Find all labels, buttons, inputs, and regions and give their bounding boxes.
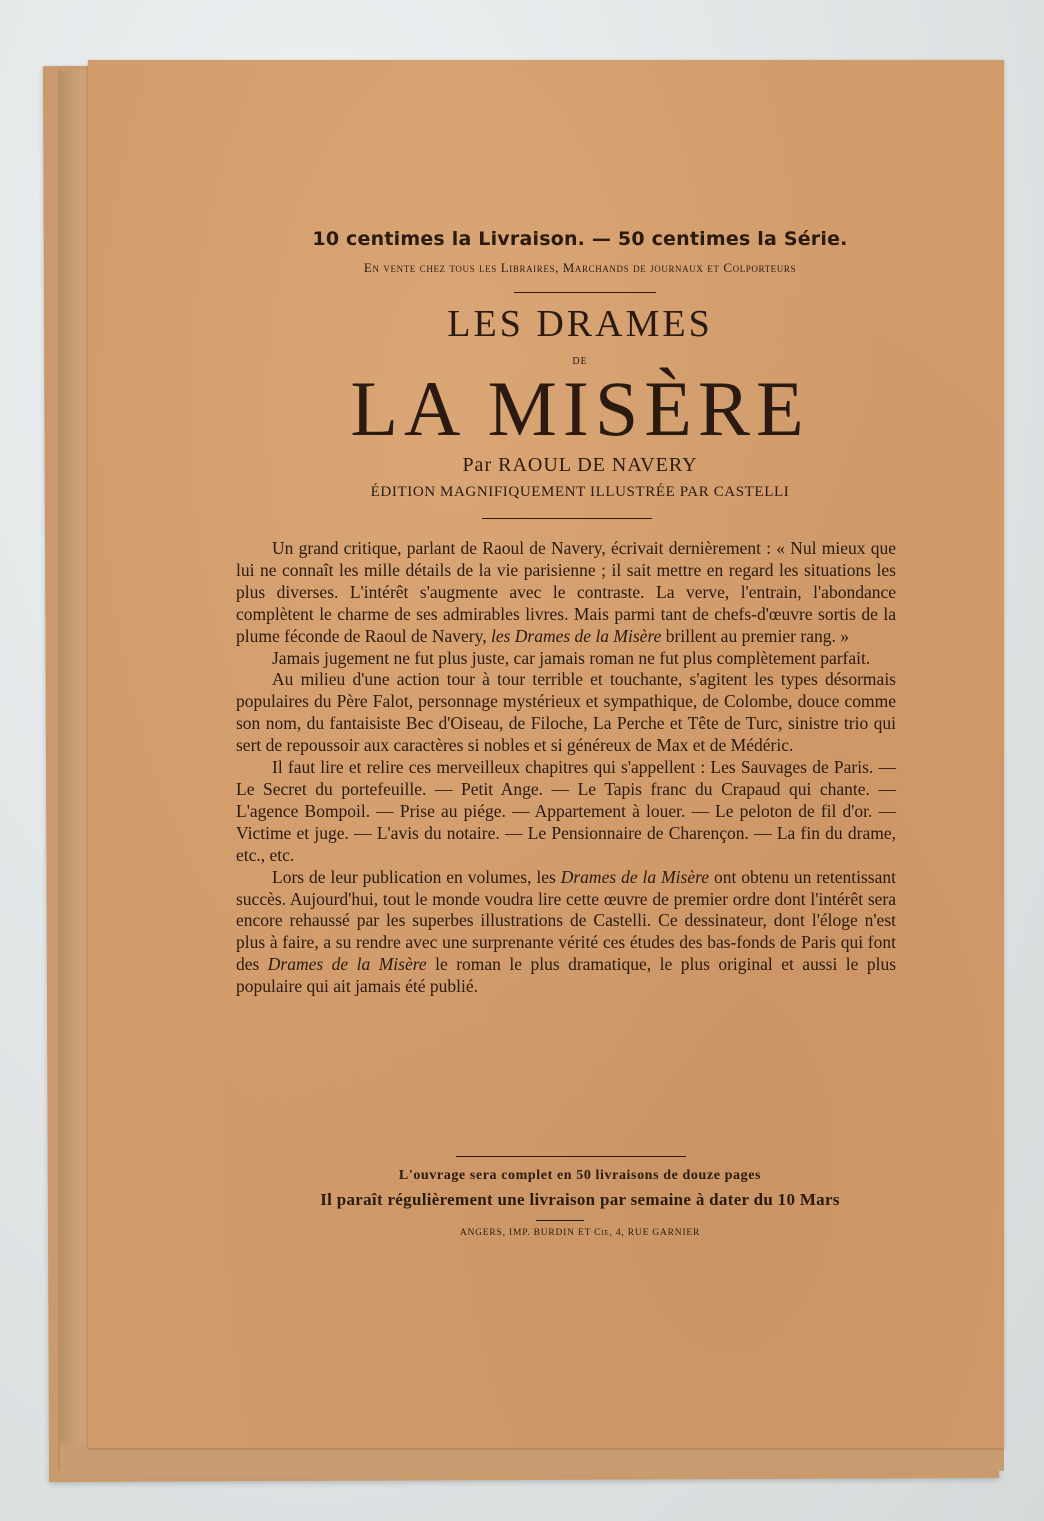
divider-body: [456, 1156, 686, 1157]
printer-imprint: ANGERS, IMP. BURDIN ET Cie, 4, RUE GARNIER: [459, 1228, 701, 1238]
paragraph-2: Jamais jugement ne fut plus juste, car jamais roman ne fut plus complètement parfait.: [272, 647, 871, 668]
title-la-misere: LA MISÈRE: [350, 365, 810, 452]
paragraph-4: Il faut lire et relire ces merveilleux chapitres qui s'appellent : Les Sauvages de Paris. — Le Secret du portefeuille. — Petit Ange. — Le Tapis franc du Crapaud qui chante. — L'agence Bompoil. — Prise au piége. — Appartement à louer. — Le peloton de fil d'or. — Victime et juge. — L'avis du notaire. — Le Pensionnaire de Charençon. — La fin du drame, etc., etc.: [236, 757, 896, 865]
body-text: [236, 538, 896, 998]
footer-schedule: Il paraît régulièrement une livraison par semaine à dater du 10 Mars: [320, 1190, 840, 1209]
divider-top: [514, 292, 656, 293]
divider-title: [482, 518, 652, 519]
paragraph-1: Un grand critique, parlant de Raoul de Navery, écrivait dernièrement : « Nul mieux que lui ne connaît les mille détails de la vie parisienne ; il sait mettre en regard les situations les plus diverses. L'intérêt s'augmente avec le contraste. La verve, l'entrain, l'abondance complètent le charme de ses admirables livres. Mais parmi tant de chefs-d'œuvre sortis de la plume féconde de Raoul de Navery, les Drames de la Misère brillent au premier rang. »: [236, 538, 896, 646]
paragraph-5: Lors de leur publication en volumes, les Drames de la Misère ont obtenu un retentissant succès. Aujourd'hui, tout le monde voudra lire cette œuvre de premier ordre dont l'intérêt sera encore rehaussé par les superbes illustrations de Castelli. Ce dessinateur, dont l'éloge n'est plus à faire, a su rendre avec une surprenante vérité ces études des bas-fonds de Paris qui font des Drames de la Misère le roman le plus dramatique, le plus original et aussi le plus populaire qui ait jamais été publié.: [236, 866, 897, 997]
divider-footer: [536, 1220, 584, 1221]
footer-completion: L'ouvrage sera complet en 50 livraisons de douze pages: [398, 1168, 762, 1183]
sale-line: En vente chez tous les Libraires, Marchands de journaux et Colporteurs: [363, 260, 797, 275]
edition-line: ÉDITION MAGNIFIQUEMENT ILLUSTRÉE PAR CASTELLI: [370, 484, 790, 500]
author-line: Par RAOUL DE NAVERY: [462, 454, 698, 476]
title-les-drames: LES DRAMES: [447, 303, 713, 345]
title-de: DE: [572, 356, 588, 367]
paragraph-3: Au milieu d'une action tour à tour terrible et touchante, s'agitent les types désormais populaires du Père Falot, personnage mystérieux et sympathique, de Colombe, douce comme son nom, du fantaisiste Bec d'Oiseau, de Filoche, La Perche et Tête de Turc, sinistre trio qui sert de repoussoir aux caractères si nobles et si généreux de Max et de Médéric.: [236, 669, 896, 756]
price-line: 10 centimes la Livraison. — 50 centimes la Série.: [312, 228, 848, 250]
